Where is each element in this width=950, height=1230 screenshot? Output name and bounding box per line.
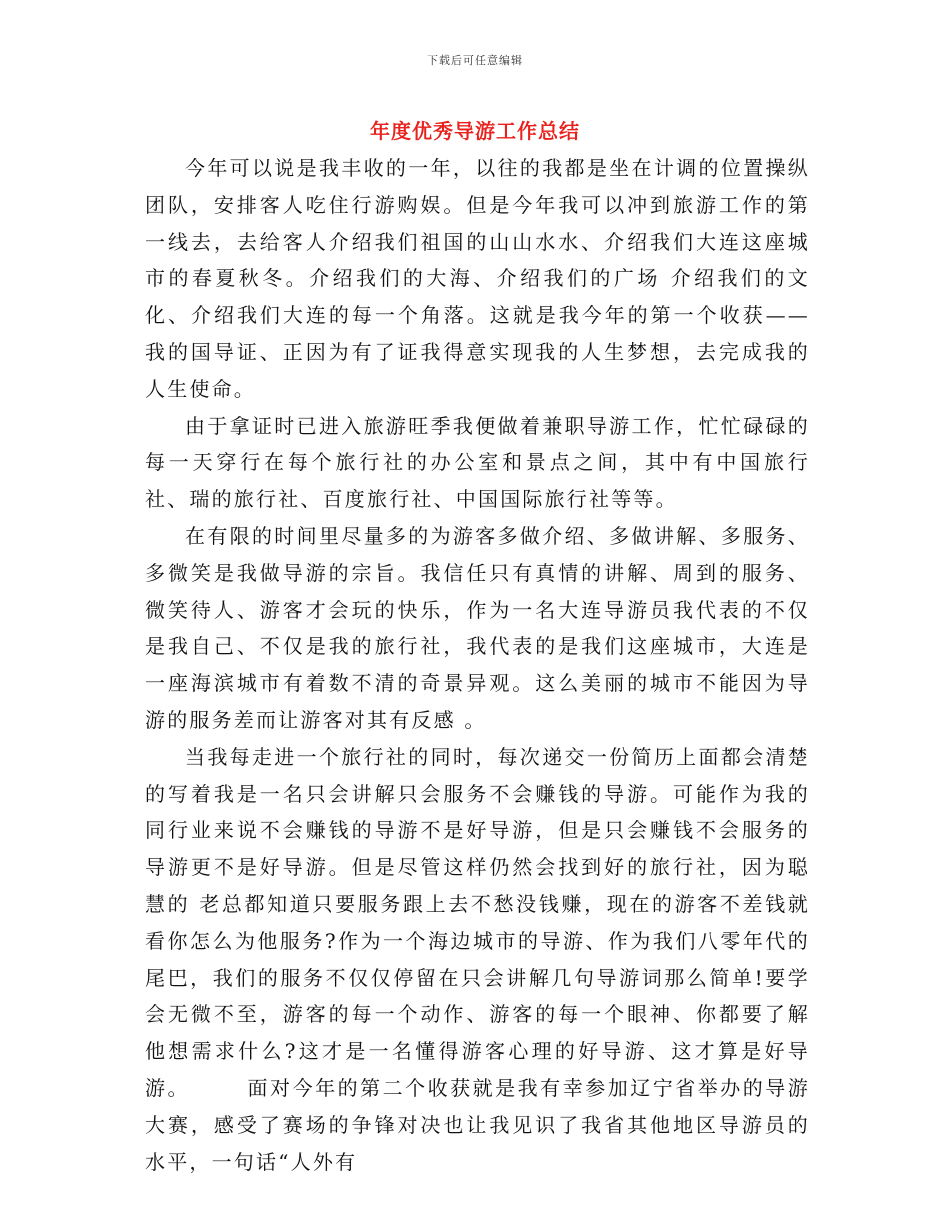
document-title: 年度优秀导游工作总结	[370, 119, 580, 143]
header-note: 下载后可任意编辑	[427, 54, 523, 67]
document-body	[145, 150, 810, 1180]
paragraph-2: 由于拿证时已进入旅游旺季我便做着兼职导游工作，忙忙碌碌的每一天穿行在每个旅行社的办公室和景点之间，其中有中国旅行社、瑞的旅行社、百度旅行社、中国国际旅行社等等。	[145, 413, 810, 512]
paragraph-4: 当我每走进一个旅行社的同时，每次递交一份简历上面都会清楚的写着我是一名只会讲解只会服务不会赚钱的导游。可能作为我的同行业来说不会赚钱的导游不是好导游，但是只会赚钱不会服务的导游更不是好导游。但是尽管这样仍然会找到好的旅行社，因为聪慧的 老总都知道只要服务跟上去不愁没钱赚，现在的游客不差钱就看你怎么为他服务?作为一个海边城市的导游、作为我们八零年代的尾巴，我们的服务不仅仅停留在只会讲解几句导游词那么简单!要学会无微不至，游客的每一个动作、游客的每一个眼神、你都要了解他想需求什么?这才是一名懂得游客心理的好导游、这才算是好导游。 面对今年的第二个收获就是我有幸参加辽宁省举办的导游大赛，感受了赛场的争锋对决也让我见识了我省其他地区导游员的水平，一句话“人外有	[145, 744, 810, 1174]
paragraph-1: 今年可以说是我丰收的一年，以往的我都是坐在计调的位置操纵团队，安排客人吃住行游购娱。但是今年我可以冲到旅游工作的第一线去，去给客人介绍我们祖国的山山水水、介绍我们大连这座城市的春夏秋冬。介绍我们的大海、介绍我们的广场 介绍我们的文化、介绍我们大连的每一个角落。这就是我今年的第一个收获——我的国导证、正因为有了证我得意实现我的人生梦想，去完成我的人生使命。	[145, 156, 810, 401]
paragraph-3: 在有限的时间里尽量多的为游客多做介绍、多做讲解、多服务、多微笑是我做导游的宗旨。我信任只有真情的讲解、周到的服务、微笑待人、游客才会玩的快乐，作为一名大连导游员我代表的不仅是我自己、不仅是我的旅行社，我代表的是我们这座城市，大连是一座海滨城市有着数不清的奇景异观。这么美丽的城市不能因为导游的服务差而让游客对其有反感 。	[145, 523, 810, 732]
